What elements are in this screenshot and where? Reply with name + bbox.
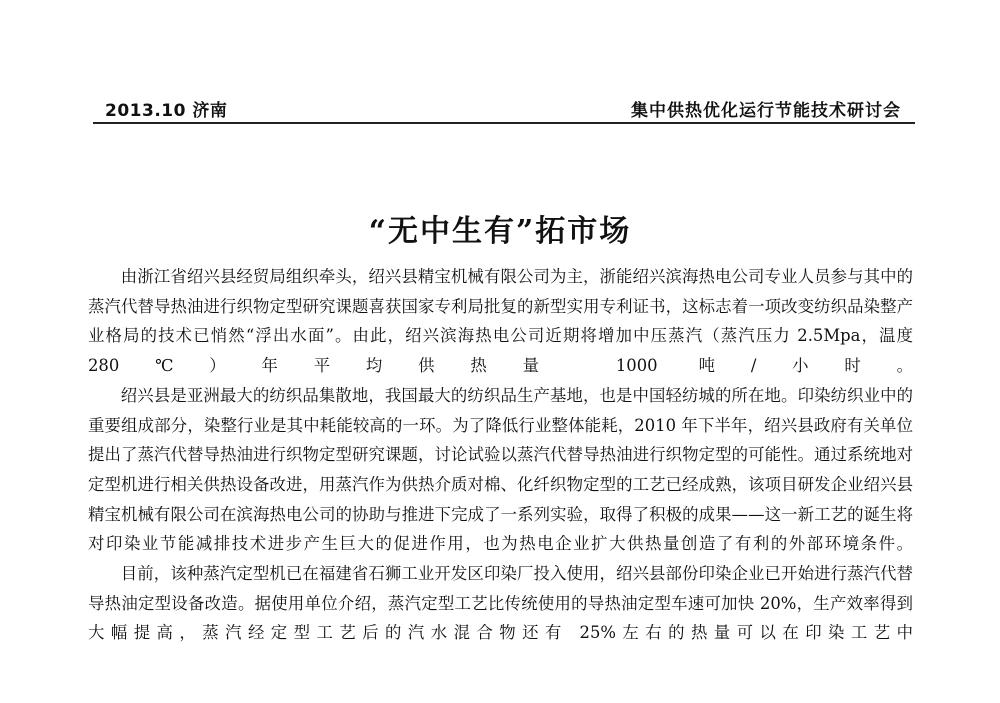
header-conference-title: 集中供热优化运行节能技术研讨会 [631,101,901,121]
header-date-location: 2013.10 济南 [105,101,228,121]
page-header [93,92,915,124]
paragraph: 目前，该种蒸汽定型机已在福建省石狮工业开发区印染厂投入使用，绍兴县部份印染企业已开始进行蒸汽代替导热油定型设备改造。据使用单位介绍，蒸汽定型工艺比传统使用的导热油定型车速可加快 20%，生产效率得到大幅提高，蒸汽经定型工艺后的汽水混合物还有 25%左右的热量可以在印染工艺中 [88,564,913,643]
article-body [88,262,913,648]
article-title: “无中生有”拓市场 [368,214,632,250]
paragraph: 由浙江省绍兴县经贸局组织牵头，绍兴县精宝机械有限公司为主，浙能绍兴滨海热电公司专业人员参与其中的蒸汽代替导热油进行织物定型研究课题喜获国家专利局批复的新型实用专利证书，这标志着一项改变纺织品染整产业格局的技术已悄然“浮出水面”。由此，绍兴滨海热电公司近期将增加中压蒸汽（蒸汽压力 2.5Mpa，温度 280℃）年平均供热量 1000 吨/小时。 [88,267,913,376]
header-divider [93,122,915,124]
paragraph: 绍兴县是亚洲最大的纺织品集散地，我国最大的纺织品生产基地，也是中国轻纺城的所在地。印染纺织业中的重要组成部分，染整行业是其中耗能较高的一环。为了降低行业整体能耗，2010 年下半年，绍兴县政府有关单位提出了蒸汽代替导热油进行织物定型研究课题，讨论试验以蒸汽代替导热油进行织物定型的可能性。通过系统地对定型机进行相关供热设备改进，用蒸汽作为供热介质对棉、化纤织物定型的工艺已经成熟，该项目研发企业绍兴县精宝机械有限公司在滨海热电公司的协助与推进下完成了一系列实验，取得了积极的成果——这一新工艺的诞生将对印染业节能减排技术进步产生巨大的促进作用，也为热电企业扩大供热量创造了有利的外部环境条件。 [88,385,913,554]
